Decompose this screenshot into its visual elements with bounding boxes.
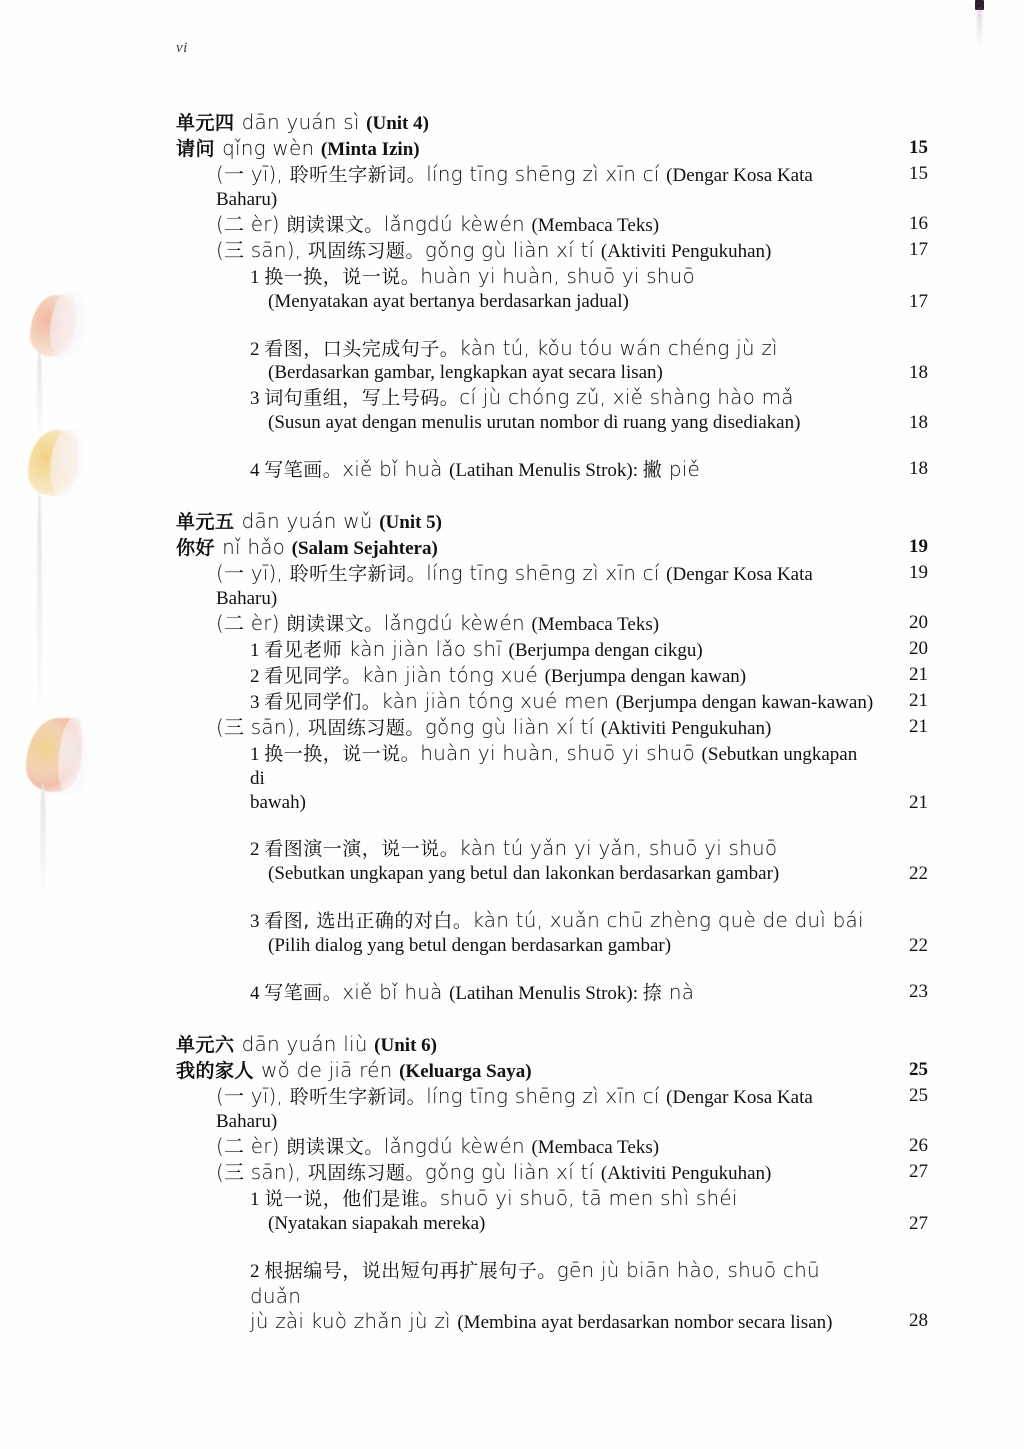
- hanzi-text: 撇: [642, 459, 669, 482]
- toc-entry-text: [268, 411, 928, 435]
- page-number: 22: [909, 863, 928, 885]
- malay-text: (Berjumpa dengan cikgu): [508, 639, 703, 661]
- toc-entry-continuation-row[interactable]: [268, 862, 928, 886]
- toc-entry-text: [176, 509, 928, 535]
- hanzi-text: 单元六: [176, 1034, 242, 1057]
- malay-text: 3: [250, 911, 265, 933]
- toc-entry-text: [250, 385, 928, 411]
- malay-text: (Aktiviti Pengukuhan): [600, 717, 772, 739]
- toc-entry-text: [216, 561, 928, 611]
- toc-entry-text: [176, 1058, 928, 1084]
- pinyin-text: kàn jiàn lǎo shī: [348, 636, 509, 661]
- toc-entry-text: [268, 361, 928, 385]
- malay-text: (Aktiviti Pengukuhan): [600, 1162, 772, 1184]
- malay-text: (Nyatakan siapakah mereka): [268, 1212, 486, 1234]
- petal-middle-highlight: [50, 428, 84, 498]
- toc-entry-continuation-row[interactable]: [268, 290, 928, 314]
- toc-entry-row[interactable]: [216, 611, 928, 637]
- malay-text: (Aktiviti Pengukuhan): [600, 240, 772, 262]
- toc-entry-row[interactable]: [250, 741, 928, 791]
- hanzi-text: 看见同学们。: [264, 690, 382, 713]
- page-number: 20: [909, 637, 928, 659]
- malay-text: (Berdasarkan gambar, lengkapkan ayat secara lisan): [268, 362, 663, 384]
- toc-entry-row[interactable]: [216, 1134, 928, 1160]
- page-folio: vi: [176, 40, 188, 56]
- stem-top: [37, 350, 42, 445]
- hanzi-text: 说一说，他们是谁。: [264, 1187, 440, 1210]
- page-number: 22: [909, 935, 928, 957]
- pinyin-text: (三 sān),: [216, 714, 308, 739]
- malay-text: 4: [250, 983, 265, 1005]
- hanzi-text: 你好: [176, 537, 223, 560]
- pinyin-text: (三 sān),: [216, 237, 308, 262]
- toc-entry-text: [250, 908, 928, 934]
- page-number: 25: [909, 1085, 928, 1106]
- unit-heading[interactable]: [176, 1032, 928, 1058]
- toc-entry-text: [250, 741, 928, 791]
- pinyin-text: gǒng gù liàn xí tí: [424, 714, 601, 739]
- pinyin-text: lǎngdú kèwén: [383, 211, 532, 236]
- pinyin-text: xiě bǐ huà: [342, 457, 450, 482]
- toc-entry-text: [216, 238, 928, 264]
- page-number: 19: [909, 562, 928, 584]
- hanzi-text: 根据编号，说出短句再扩展句子。: [264, 1259, 557, 1282]
- malay-text: (Sebutkan ungkapan di: [250, 743, 858, 789]
- toc-entry-continuation-row[interactable]: [250, 791, 928, 815]
- toc-entry-text: [250, 1186, 928, 1212]
- pinyin-text: jù zài kuò zhǎn jù zì: [250, 1308, 458, 1333]
- petal-bottom-highlight: [58, 716, 90, 798]
- toc-entry-text: [216, 212, 928, 238]
- toc-entry-row[interactable]: [250, 1258, 928, 1309]
- toc-entry-text: [216, 1134, 928, 1160]
- malay-text: (Minta Izin): [320, 138, 420, 160]
- toc-entry-text: [250, 663, 928, 689]
- toc-entry-row[interactable]: [250, 264, 928, 290]
- hanzi-text: 看图，口头完成句子。: [264, 337, 460, 360]
- malay-text: 1: [250, 639, 265, 661]
- toc-entry-row[interactable]: [250, 1186, 928, 1212]
- pinyin-text: qǐng wèn: [222, 135, 321, 160]
- toc-content: [176, 110, 928, 1335]
- malay-text: 2: [250, 665, 265, 687]
- malay-text: (Berjumpa dengan kawan-kawan): [615, 691, 874, 713]
- section-title[interactable]: [176, 535, 928, 561]
- malay-text: 2: [250, 1260, 265, 1282]
- toc-entry-continuation-row[interactable]: [268, 1212, 928, 1236]
- toc-entry-row[interactable]: [216, 162, 928, 212]
- page-number: 18: [909, 362, 928, 384]
- toc-entry-text: [250, 637, 928, 663]
- toc-entry-row[interactable]: [216, 561, 928, 611]
- pinyin-text: dān yuán liù: [241, 1032, 375, 1057]
- page-number: 21: [909, 663, 928, 685]
- pinyin-text: xiě bǐ huà: [342, 980, 450, 1005]
- pinyin-text: dān yuán wǔ: [241, 509, 380, 534]
- toc-entry-text: [250, 791, 928, 815]
- toc-entry-text: [216, 611, 928, 637]
- pinyin-text: kàn jiàn tóng xué: [361, 662, 545, 687]
- malay-text: (Dengar Kosa Kata Baharu): [216, 164, 813, 210]
- page-number: 16: [909, 212, 928, 234]
- pinyin-text: (三 sān),: [216, 1159, 308, 1184]
- stem-middle: [37, 490, 42, 730]
- page-number: 18: [909, 412, 928, 434]
- toc-entry-row[interactable]: [250, 908, 928, 934]
- hanzi-text: 我的家人: [176, 1060, 262, 1083]
- hanzi-text: 单元五: [176, 511, 242, 534]
- page-number: 25: [909, 1059, 928, 1081]
- hanzi-text: 捺: [642, 982, 669, 1005]
- page-number: 21: [909, 715, 928, 737]
- malay-text: (Latihan Menulis Strok):: [449, 983, 643, 1005]
- malay-text: (Dengar Kosa Kata Baharu): [216, 1087, 813, 1132]
- page-number: 18: [909, 458, 928, 480]
- pinyin-text: cí jù chóng zǔ, xiě shàng hào mǎ: [459, 385, 794, 410]
- malay-text: 1: [250, 743, 265, 765]
- toc-entry-row[interactable]: [216, 1160, 928, 1186]
- malay-text: 3: [250, 388, 265, 410]
- petal-top-highlight: [50, 290, 86, 360]
- pinyin-text: wǒ de jiā rén: [261, 1058, 400, 1083]
- malay-text: (Membaca Teks): [531, 214, 660, 236]
- toc-entry-row[interactable]: [250, 336, 928, 362]
- toc-entry-text: [250, 264, 928, 290]
- toc-entry-row[interactable]: [216, 715, 928, 741]
- toc-entry-text: [216, 715, 928, 741]
- malay-text: 2: [250, 839, 265, 861]
- malay-text: (Membaca Teks): [531, 613, 660, 635]
- hanzi-text: 词句重组，写上号码。: [264, 387, 460, 410]
- toc-entry-text: [176, 535, 928, 561]
- page-number: 15: [909, 162, 928, 184]
- toc-entry-row[interactable]: [250, 836, 928, 862]
- toc-entry-text: [268, 1212, 928, 1236]
- hanzi-text: 看见老师: [264, 638, 349, 661]
- hanzi-text: 单元四: [176, 112, 242, 134]
- malay-text: (Unit 5): [379, 512, 443, 534]
- toc-entry-text: [250, 689, 928, 715]
- toc-entry-row[interactable]: [250, 663, 928, 689]
- toc-entry-continuation-row[interactable]: [268, 411, 928, 435]
- hanzi-text: 聆听生字新词。: [289, 163, 427, 186]
- pinyin-text: kàn tú, xuǎn chū zhèng què de duì bái: [472, 908, 864, 933]
- malay-text: 1: [250, 266, 265, 288]
- hanzi-text: 换一换，说一说。: [264, 742, 421, 765]
- pinyin-text: kàn jiàn tóng xué men: [381, 688, 616, 713]
- pinyin-text: (一 yī),: [216, 561, 290, 586]
- toc-entry-text: [268, 862, 928, 886]
- page-number: 17: [909, 290, 928, 312]
- pinyin-text: kàn tú yǎn yi yǎn, shuō yi shuō: [459, 836, 778, 861]
- malay-text: (Salam Sejahtera): [291, 538, 438, 560]
- petal-top: [30, 295, 76, 357]
- toc-entry-text: [176, 110, 928, 136]
- section-title[interactable]: [176, 1058, 928, 1084]
- page-number: 27: [909, 1212, 928, 1234]
- hanzi-text: 看图演一演，说一说。: [264, 838, 460, 861]
- page-number: 23: [909, 981, 928, 1003]
- malay-text: (Membina ayat berdasarkan nombor secara lisan): [457, 1311, 833, 1333]
- malay-text: (Berjumpa dengan kawan): [544, 665, 747, 687]
- malay-text: (Unit 6): [374, 1035, 437, 1057]
- pinyin-text: líng tīng shēng zì xīn cí: [426, 561, 667, 586]
- pinyin-text: lǎngdú kèwén: [383, 610, 532, 635]
- page-number: 20: [909, 611, 928, 633]
- malay-text: 2: [250, 338, 265, 360]
- malay-text: (Unit 4): [366, 113, 429, 134]
- hanzi-text: 巩固练习题。: [307, 239, 425, 262]
- pinyin-text: dān yuán sì: [241, 110, 367, 134]
- page-number: 26: [909, 1134, 928, 1156]
- pinyin-text: (一 yī),: [216, 161, 290, 186]
- toc-entry-text: [176, 136, 928, 162]
- hanzi-text: 换一换，说一说。: [264, 265, 421, 288]
- hanzi-text: 聆听生字新词。: [289, 1086, 427, 1108]
- pinyin-text: huàn yi huàn, shuō yi shuō: [420, 263, 695, 288]
- toc-entry-continuation-row[interactable]: [268, 361, 928, 385]
- toc-entry-text: [250, 1258, 928, 1309]
- pinyin-text: nǐ hǎo: [222, 535, 292, 560]
- pinyin-text: nà: [668, 980, 695, 1005]
- petal-bottom: [26, 718, 82, 792]
- toc-entry-row[interactable]: [216, 212, 928, 238]
- toc-entry-text: [268, 290, 928, 314]
- stem-bottom: [40, 782, 46, 902]
- toc-entry-row[interactable]: [250, 457, 928, 483]
- toc-entry-text: [250, 336, 928, 362]
- page-number: 27: [909, 1160, 928, 1182]
- pinyin-text: piě: [668, 457, 700, 482]
- toc-entry-row[interactable]: [250, 385, 928, 411]
- hanzi-text: 巩固练习题。: [307, 716, 425, 739]
- malay-text: (Membaca Teks): [531, 1136, 660, 1158]
- hanzi-text: 写笔画。: [264, 982, 343, 1005]
- hanzi-text: 朗读课文。: [286, 612, 384, 635]
- toc-entry-text: [250, 980, 928, 1006]
- hanzi-text: 看见同学。: [264, 664, 362, 687]
- unit-heading[interactable]: [176, 110, 928, 136]
- petal-middle: [28, 430, 78, 496]
- pinyin-text: (一 yī),: [216, 1084, 290, 1108]
- page-number: 21: [909, 791, 928, 813]
- hanzi-text: 朗读课文。: [286, 1135, 384, 1158]
- hanzi-text: 看图, 选出正确的对白。: [264, 910, 473, 933]
- toc-entry-row[interactable]: [216, 1084, 928, 1134]
- malay-text: (Keluarga Saya): [399, 1061, 532, 1083]
- pinyin-text: (二 èr): [216, 610, 287, 635]
- toc-entry-text: [216, 1160, 928, 1186]
- pinyin-text: gǒng gù liàn xí tí: [424, 237, 601, 262]
- page-number: 21: [909, 689, 928, 711]
- malay-text: (Menyatakan ayat bertanya berdasarkan jadual): [268, 290, 629, 312]
- pinyin-text: líng tīng shēng zì xīn cí: [426, 1084, 667, 1108]
- malay-text: 4: [250, 460, 265, 482]
- malay-text: (Dengar Kosa Kata Baharu): [216, 564, 813, 609]
- toc-entry-text: [250, 1309, 928, 1335]
- toc-entry-text: [250, 836, 928, 862]
- pinyin-text: huàn yi huàn, shuō yi shuō: [420, 740, 702, 765]
- pinyin-text: (二 èr): [216, 211, 287, 236]
- toc-entry-text: [176, 1032, 928, 1058]
- pinyin-text: kàn tú, kǒu tóu wán chéng jù zì: [459, 335, 778, 360]
- pinyin-text: líng tīng shēng zì xīn cí: [426, 161, 667, 186]
- toc-entry-row[interactable]: [216, 238, 928, 264]
- malay-text: bawah): [250, 791, 306, 813]
- pinyin-text: lǎngdú kèwén: [383, 1133, 532, 1158]
- malay-text: (Pilih dialog yang betul dengan berdasarkan gambar): [268, 935, 672, 957]
- toc-entry-row[interactable]: [250, 980, 928, 1006]
- page-number: 17: [909, 238, 928, 260]
- unit-heading[interactable]: [176, 509, 928, 535]
- toc-entry-continuation-row[interactable]: [250, 1309, 928, 1335]
- pinyin-text: shuō yi shuō, tā men shì shéi: [439, 1185, 738, 1210]
- hanzi-text: 写笔画。: [264, 459, 343, 482]
- toc-entry-text: [216, 1084, 928, 1134]
- hanzi-text: 巩固练习题。: [307, 1161, 425, 1184]
- toc-entry-row[interactable]: [250, 637, 928, 663]
- toc-entry-text: [268, 934, 928, 958]
- pinyin-text: gǒng gù liàn xí tí: [424, 1159, 601, 1184]
- toc-entry-text: [216, 162, 928, 212]
- page-number: 19: [909, 536, 928, 558]
- pinyin-text: gēn jù biān hào, shuō chū duǎn: [250, 1257, 820, 1308]
- page-number: 15: [909, 136, 928, 158]
- toc-entry-continuation-row[interactable]: [268, 934, 928, 958]
- hanzi-text: 聆听生字新词。: [289, 563, 427, 586]
- malay-text: (Sebutkan ungkapan yang betul dan lakonkan berdasarkan gambar): [268, 863, 780, 885]
- malay-text: 1: [250, 1188, 265, 1210]
- malay-text: (Susun ayat dengan menulis urutan nombor di ruang yang disediakan): [268, 412, 801, 434]
- section-title[interactable]: [176, 136, 928, 162]
- malay-text: (Latihan Menulis Strok):: [449, 460, 643, 482]
- toc-entry-row[interactable]: [250, 689, 928, 715]
- page-number: 28: [909, 1309, 928, 1331]
- toc-entry-text: [250, 457, 928, 483]
- scan-artifact-streak: [977, 8, 982, 50]
- hanzi-text: 请问: [176, 137, 223, 160]
- hanzi-text: 朗读课文。: [286, 213, 384, 236]
- pinyin-text: (二 èr): [216, 1133, 287, 1158]
- malay-text: 3: [250, 691, 265, 713]
